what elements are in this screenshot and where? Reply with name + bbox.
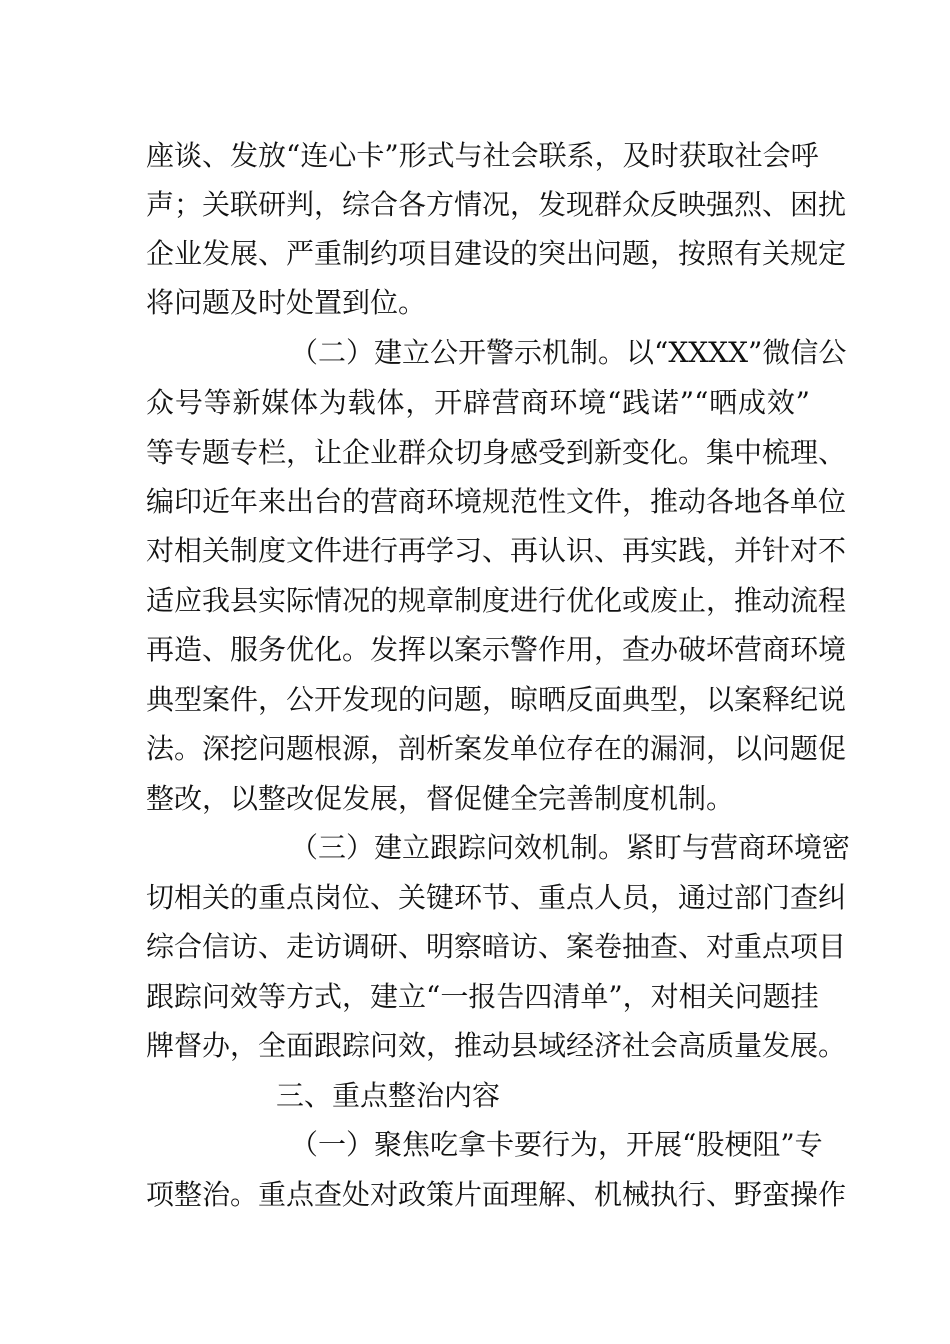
- text-line: 整改，以整改促发展，督促健全完善制度机制。: [146, 782, 735, 815]
- text-line: 编印近年来出台的营商环境规范性文件，推动各地各单位: [146, 485, 847, 518]
- text-line: 适应我县实际情况的规章制度进行优化或废止，推动流程: [146, 584, 847, 617]
- subsection-heading-line: （一）聚焦吃拿卡要行为，开展“股梗阻”专: [290, 1128, 823, 1161]
- text-line: 法。深挖问题根源，剖析案发单位存在的漏洞，以问题促: [146, 732, 847, 765]
- text-line: 对相关制度文件进行再学习、再认识、再实践，并针对不: [146, 534, 847, 567]
- text-line: 再造、服务优化。发挥以案示警作用，查办破坏营商环境: [146, 633, 847, 666]
- text-line: 项整治。重点查处对政策片面理解、机械执行、野蛮操作: [146, 1178, 847, 1211]
- subsection-heading-line: （三）建立跟踪问效机制。紧盯与营商环境密: [290, 831, 851, 864]
- text-line: 切相关的重点岗位、关键环节、重点人员，通过部门查纠: [146, 881, 847, 914]
- text-line: 典型案件，公开发现的问题，晾晒反面典型，以案释纪说: [146, 683, 847, 716]
- text-line: 座谈、发放“连心卡”形式与社会联系，及时获取社会呼: [146, 139, 819, 172]
- subsection-heading-line: （二）建立公开警示机制。以“XXXX”微信公: [290, 336, 847, 369]
- text-line: 企业发展、严重制约项目建设的突出问题，按照有关规定: [146, 237, 847, 270]
- text-line: 跟踪问效等方式，建立“一报告四清单”，对相关问题挂: [146, 980, 819, 1013]
- text-line: 众号等新媒体为载体，开辟营商环境“践诺”“晒成效”: [146, 386, 810, 419]
- section-heading: 三、重点整治内容: [276, 1079, 501, 1112]
- text-line: 将问题及时处置到位。: [146, 286, 427, 319]
- text-line: 综合信访、走访调研、明察暗访、案卷抽查、对重点项目: [146, 930, 847, 963]
- text-line: 声；关联研判，综合各方情况，发现群众反映强烈、困扰: [146, 188, 847, 221]
- text-line: 牌督办，全面跟踪问效，推动县域经济社会高质量发展。: [146, 1029, 847, 1062]
- text-line: 等专题专栏，让企业群众切身感受到新变化。集中梳理、: [146, 436, 847, 469]
